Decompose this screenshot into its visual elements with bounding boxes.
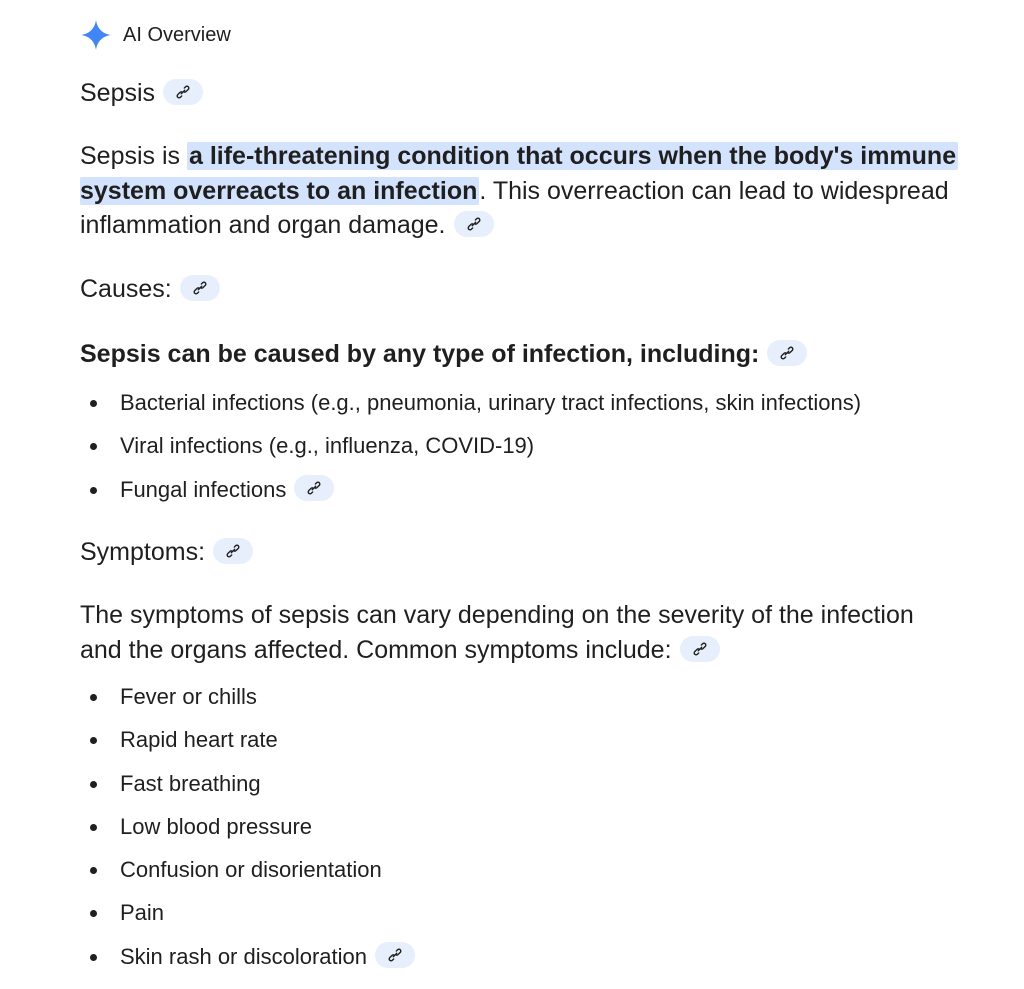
bullet-icon	[90, 694, 97, 701]
sparkle-icon	[80, 19, 112, 51]
symptoms-paragraph-line-2	[80, 633, 720, 668]
symptoms-paragraph-line-1	[80, 598, 914, 633]
bullet-icon	[90, 910, 97, 917]
list-item	[80, 852, 382, 888]
ai-overview-header	[80, 18, 231, 52]
link-icon	[388, 948, 402, 962]
causes-subheading-text: Sepsis can be caused by any type of infection, including:	[80, 340, 760, 368]
bullet-icon	[90, 867, 97, 874]
link-icon	[467, 217, 481, 231]
list-item	[80, 722, 278, 758]
intro-line-1	[80, 139, 958, 174]
list-item-text: Fast breathing	[120, 771, 261, 796]
link-icon	[780, 346, 794, 360]
topic-title	[80, 76, 203, 111]
list-item-text: Skin rash or discoloration	[120, 944, 368, 969]
symptoms-heading-text: Symptoms:	[80, 538, 206, 566]
list-item-text: Confusion or disorientation	[120, 857, 382, 882]
bullet-icon	[90, 954, 97, 961]
source-link-chip[interactable]	[680, 636, 720, 662]
list-item	[80, 809, 312, 845]
source-link-chip[interactable]	[454, 211, 494, 237]
link-icon	[193, 281, 207, 295]
bullet-icon	[90, 737, 97, 744]
list-item	[80, 428, 534, 464]
source-link-chip[interactable]	[294, 475, 334, 501]
list-item	[80, 385, 861, 421]
intro-highlight-1: a life-threatening condition that occurs when the body's immune	[188, 142, 957, 170]
causes-subheading	[80, 337, 807, 372]
intro-rest: . This overreaction can lead to widespread	[479, 177, 949, 205]
link-icon	[226, 544, 240, 558]
bullet-icon	[90, 781, 97, 788]
bullet-icon	[90, 400, 97, 407]
symptoms-paragraph-text-1: The symptoms of sepsis can vary depending on the severity of the infection	[80, 601, 914, 629]
list-item-text: Fever or chills	[120, 684, 257, 709]
list-item-text: Low blood pressure	[120, 814, 313, 839]
list-item-text: Bacterial infections (e.g., pneumonia, urinary tract infections, skin infections)	[120, 390, 862, 415]
intro-line3-text: inflammation and organ damage.	[80, 211, 446, 239]
symptoms-heading	[80, 535, 253, 570]
bullet-icon	[90, 824, 97, 831]
intro-line-3	[80, 208, 494, 243]
list-item	[80, 939, 415, 975]
list-item	[80, 766, 261, 802]
list-item	[80, 679, 257, 715]
intro-highlight-2: system overreacts to an infection	[80, 177, 478, 205]
intro-prefix: Sepsis is	[80, 142, 187, 170]
symptoms-paragraph-text-2: and the organs affected. Common symptoms include:	[80, 636, 672, 664]
list-item-text: Rapid heart rate	[120, 727, 278, 752]
list-item	[80, 472, 334, 508]
topic-title-text: Sepsis	[80, 79, 156, 107]
list-item-text: Viral infections (e.g., influenza, COVID-19)	[120, 433, 535, 458]
list-item	[80, 895, 164, 931]
source-link-chip[interactable]	[375, 942, 415, 968]
intro-line-2	[80, 174, 949, 209]
causes-heading	[80, 272, 220, 307]
link-icon	[307, 481, 321, 495]
link-icon	[176, 85, 190, 99]
source-link-chip[interactable]	[767, 340, 807, 366]
causes-heading-text: Causes:	[80, 275, 172, 303]
list-item-text: Pain	[120, 900, 165, 925]
source-link-chip[interactable]	[163, 79, 203, 105]
source-link-chip[interactable]	[213, 538, 253, 564]
header-title: AI Overview	[123, 23, 231, 46]
bullet-icon	[90, 443, 97, 450]
list-item-text: Fungal infections	[120, 477, 287, 502]
link-icon	[693, 642, 707, 656]
source-link-chip[interactable]	[180, 275, 220, 301]
bullet-icon	[90, 487, 97, 494]
